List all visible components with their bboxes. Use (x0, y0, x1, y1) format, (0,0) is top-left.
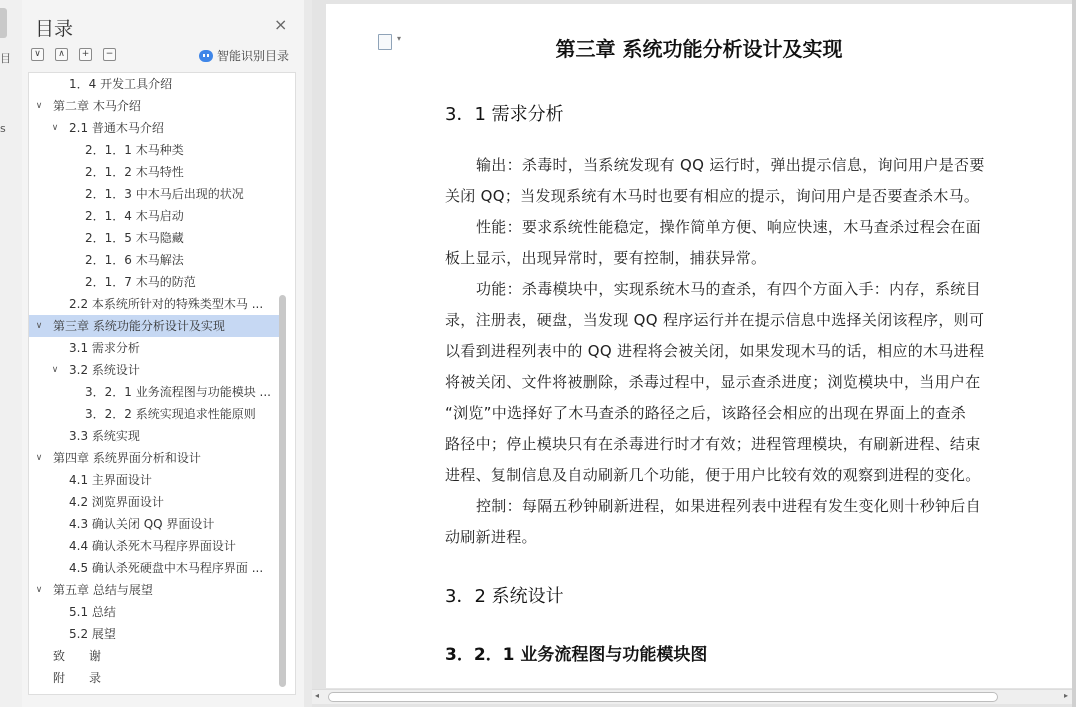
toc-item[interactable] (29, 227, 279, 249)
toc-item-label: 4.2 浏览界面设计 (69, 495, 164, 509)
toc-item[interactable] (29, 95, 279, 117)
horizontal-scrollbar[interactable] (312, 689, 1076, 704)
text-line: 路径中；停止模块只有在杀毒进行时才有效；进程管理模块，有刷新进程、结束 (445, 435, 981, 453)
toc-item-label: 2．1．3 中木马后出现的状况 (85, 187, 244, 201)
toc-item[interactable] (29, 293, 279, 315)
rail-tab[interactable] (0, 8, 7, 38)
chevron-down-icon[interactable]: ∨ (35, 321, 43, 331)
toc-item-label: 第五章 总结与展望 (53, 583, 153, 597)
add-heading-button[interactable]: + (79, 48, 92, 61)
toc-item[interactable] (29, 381, 279, 403)
chevron-down-icon[interactable]: ∨ (35, 453, 43, 463)
toc-item-label: 3．2．2 系统实现追求性能原则 (85, 407, 256, 421)
smart-detect-toc-button[interactable] (199, 47, 289, 64)
smart-detect-label: 智能识别目录 (217, 49, 290, 63)
text-line: 控制：每隔五秒钟刷新进程，如果进程列表中进程有发生变化则十秒钟后自 (476, 497, 981, 515)
text-line: 录，注册表，硬盘，当发现 QQ 程序运行并在提示信息中选择关闭该程序，则可 (445, 311, 985, 329)
scrollbar-thumb[interactable] (328, 692, 998, 702)
text-line: 进程、复制信息及自动刷新几个功能，便于用户比较有效的观察到进程的变化。 (445, 466, 981, 484)
toc-item-label: 2．1．4 木马启动 (85, 209, 184, 223)
section-heading: 3．2 系统设计 (445, 586, 564, 607)
toc-scrollbar-thumb[interactable] (279, 295, 286, 687)
toc-item[interactable] (29, 117, 279, 139)
toc-item-label: 3.2 系统设计 (69, 363, 140, 377)
toc-item[interactable] (29, 491, 279, 513)
rail-label: s (0, 122, 6, 135)
toc-item[interactable] (29, 469, 279, 491)
toc-item[interactable] (29, 513, 279, 535)
toc-item-label: 致 谢 (53, 649, 102, 663)
text-line: 关闭 QQ；当发现系统有木马时也要有相应的提示，询问用户是否要查杀木马。 (445, 187, 980, 205)
toc-item-label: 2．1．2 木马特性 (85, 165, 184, 179)
toc-item[interactable] (29, 183, 279, 205)
toc-item-label: 4.1 主界面设计 (69, 473, 152, 487)
toc-item-label: 3．2．1 业务流程图与功能模块 ... (85, 385, 271, 399)
toc-item-label: 2.1 普通木马介绍 (69, 121, 164, 135)
toc-item[interactable] (29, 249, 279, 271)
toc-item-label: 4.3 确认关闭 QQ 界面设计 (69, 517, 215, 531)
text-line: 功能：杀毒模块中，实现系统木马的查杀，有四个方面入手：内存，系统目 (476, 280, 981, 298)
close-icon[interactable]: × (274, 15, 288, 34)
text-line: 动刷新进程。 (445, 528, 537, 546)
text-line: “浏览”中选择好了木马查杀的路径之后，该路径会相应的出现在界面上的查杀 (445, 404, 967, 422)
subsection-heading: 3．2．1 业务流程图与功能模块图 (445, 645, 708, 665)
toc-panel (22, 0, 304, 707)
toc-item[interactable] (29, 667, 279, 689)
text-line: 性能：要求系统性能稳定，操作简单方便、响应快速，木马查杀过程会在面 (476, 218, 981, 236)
toc-item-label: 2．1．7 木马的防范 (85, 275, 196, 289)
text-line: 将被关闭、文件将被删除，杀毒过程中，显示查杀进度；浏览模块中，当用户在 (445, 373, 981, 391)
chapter-title: 第三章 系统功能分析设计及实现 (555, 37, 843, 61)
toc-item-label: 2．1．6 木马解法 (85, 253, 184, 267)
toc-item[interactable] (29, 315, 279, 337)
toc-item-label: 第二章 木马介绍 (53, 99, 141, 113)
toc-item[interactable] (29, 73, 279, 95)
toc-item[interactable] (29, 645, 279, 667)
expand-up-button[interactable]: ∧ (55, 48, 68, 61)
text-line: 以看到进程列表中的 QQ 进程将会被关闭，如果发现木马的话，相应的木马进程 (445, 342, 985, 360)
toc-item-label: 4.5 确认杀死硬盘中木马程序界面 ... (69, 561, 264, 575)
toc-item[interactable] (29, 557, 279, 579)
toc-item-label: 附 录 (53, 671, 102, 685)
toc-item-label: 4.4 确认杀死木马程序界面设计 (69, 539, 236, 553)
collapse-all-button[interactable]: ∨ (31, 48, 44, 61)
toc-item-label: 5.1 总结 (69, 605, 116, 619)
toc-item-label: 5.2 展望 (69, 627, 116, 641)
scroll-left-icon[interactable]: ◂ (315, 691, 320, 700)
toc-item[interactable] (29, 425, 279, 447)
toc-item[interactable] (29, 337, 279, 359)
toc-item-label: 3.1 需求分析 (69, 341, 140, 355)
chevron-down-icon[interactable]: ∨ (35, 585, 43, 595)
chevron-down-icon[interactable]: ∨ (51, 123, 59, 133)
toc-item-label: 3.3 系统实现 (69, 429, 140, 443)
toc-item-label: 第三章 系统功能分析设计及实现 (53, 319, 225, 333)
toc-item[interactable] (29, 601, 279, 623)
left-rail (0, 0, 23, 707)
toc-item[interactable] (29, 205, 279, 227)
chevron-down-icon[interactable]: ∨ (35, 101, 43, 111)
toc-item[interactable] (29, 535, 279, 557)
toc-item-label: 1．4 开发工具介绍 (69, 77, 173, 91)
document-page[interactable] (326, 4, 1072, 688)
text-line: 板上显示，出现异常时，要有控制，捕获异常。 (445, 249, 767, 267)
toc-item[interactable] (29, 139, 279, 161)
toc-item-label: 2.2 本系统所针对的特殊类型木马 ... (69, 297, 264, 311)
toc-title: 目录 (35, 18, 74, 40)
chevron-down-icon[interactable]: ∨ (51, 365, 59, 375)
rail-label: 目 (0, 52, 11, 65)
toc-item[interactable] (29, 403, 279, 425)
text-line: 输出：杀毒时，当系统发现有 QQ 运行时，弹出提示信息，询问用户是否要 (476, 156, 985, 174)
toc-item[interactable] (29, 271, 279, 293)
scroll-right-icon[interactable]: ▸ (1064, 691, 1069, 700)
toc-item[interactable] (29, 579, 279, 601)
toc-item[interactable] (29, 623, 279, 645)
toc-item-label: 2．1．1 木马种类 (85, 143, 184, 157)
toc-item-label: 2．1．5 木马隐藏 (85, 231, 184, 245)
remove-heading-button[interactable]: − (103, 48, 116, 61)
section-heading: 3．1 需求分析 (445, 104, 564, 125)
toc-item[interactable] (29, 161, 279, 183)
toc-list (28, 72, 296, 695)
toc-item-label: 第四章 系统界面分析和设计 (53, 451, 201, 465)
toc-item[interactable] (29, 359, 279, 381)
window-edge (1072, 0, 1076, 707)
toc-item[interactable] (29, 447, 279, 469)
ai-robot-icon (199, 50, 213, 62)
